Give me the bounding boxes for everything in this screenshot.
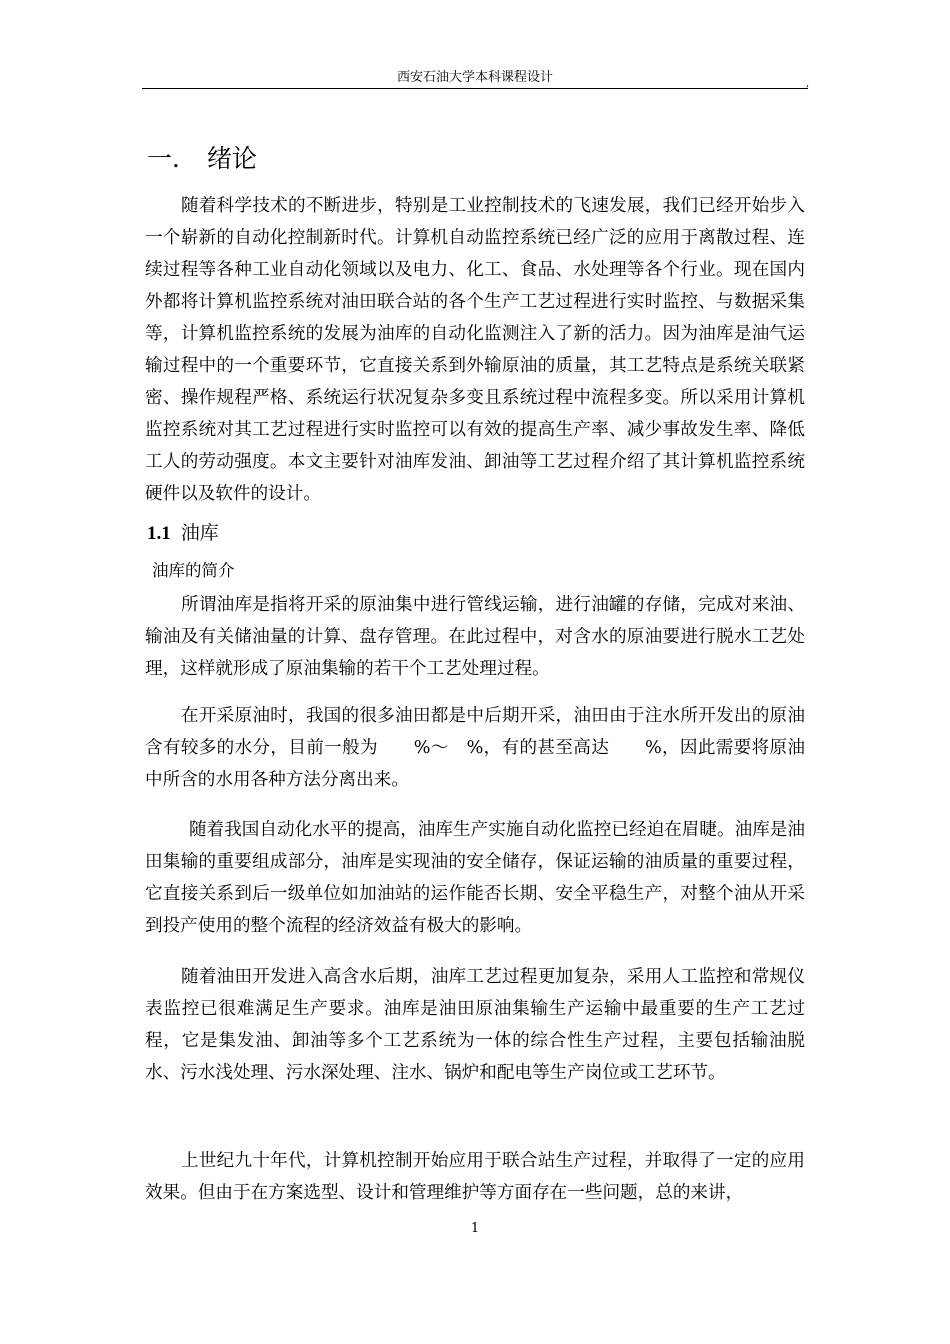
chapter-heading (147, 142, 257, 176)
body-paragraph: 所谓油库是指将开采的原油集中进行管线运输，进行油罐的存储，完成对来油、输油及有关储油量的计算、盘存管理。在此过程中，对含水的原油要进行脱水工艺处理，这样就形成了原油集输的若干个工艺处理过程。 (145, 595, 805, 679)
section-number: 1.1 (147, 523, 171, 544)
body-paragraph: 上世纪九十年代，计算机控制开始应用于联合站生产过程，并取得了一定的应用效果。但由于在方案选型、设计和管理维护等方面存在一些问题，总的来讲， (145, 1151, 805, 1203)
section-heading (147, 518, 219, 549)
chapter-title: 绪论 (207, 144, 258, 173)
body-paragraph: 随着我国自动化水平的提高，油库生产实施自动化监控已经迫在眉睫。油库是油田集输的重要组成部分，油库是实现油的安全储存，保证运输的油质量的重要过程，它直接关系到后一级单位如加油站的运作能否长期、安全平稳生产，对整个油从开采到投产使用的整个流程的经济效益有极大的影响。 (145, 820, 805, 936)
chapter-number: 一． (147, 144, 198, 173)
header-divider (142, 88, 808, 89)
subsection-heading: 油库的简介 (152, 561, 235, 580)
body-paragraph: 在开采原油时，我国的很多油田都是中后期开采，油田由于注水所开发出的原油含有较多的水分，目前一般为 %～ %，有的甚至高达 %，因此需要将原油中所含的水用各种方法分离出来。 (145, 706, 805, 790)
header-mark: , (806, 78, 810, 89)
header-title: 西安石油大学本科课程设计 (396, 70, 553, 85)
intro-paragraph: 随着科学技术的不断进步，特别是工业控制技术的飞速发展，我们已经开始步入一个崭新的自动化控制新时代。计算机自动监控系统已经广泛的应用于离散过程、连续过程等各种工业自动化领域以及电力、化工、食品、水处理等各个行业。现在国内外都将计算机监控系统对油田联合站的各个生产工艺过程进行实时监控、与数据采集等，计算机监控系统的发展为油库的自动化监测注入了新的活力。因为油库是油气运输过程中的一个重要环节，它直接关系到外输原油的质量，其工艺特点是系统关联紧密、操作规程严格、系统运行状况复杂多变且系统过程中流程多变。所以采用计算机监控系统对其工艺过程进行实时监控可以有效的提高生产率、减少事故发生率、降低工人的劳动强度。本文主要针对油库发油、卸油等工艺过程介绍了其计算机监控系统硬件以及软件的设计。 (145, 196, 805, 504)
body-paragraph: 随着油田开发进入高含水后期，油库工艺过程更加复杂，采用人工监控和常规仪表监控已很难满足生产要求。油库是油田原油集输生产运输中最重要的生产工艺过程，它是集发油、卸油等多个工艺系统为一体的综合性生产过程，主要包括输油脱水、污水浅处理、污水深处理、注水、锅炉和配电等生产岗位或工艺环节。 (145, 967, 805, 1083)
section-title: 油库 (180, 522, 219, 544)
page-number: 1 (470, 1221, 480, 1236)
